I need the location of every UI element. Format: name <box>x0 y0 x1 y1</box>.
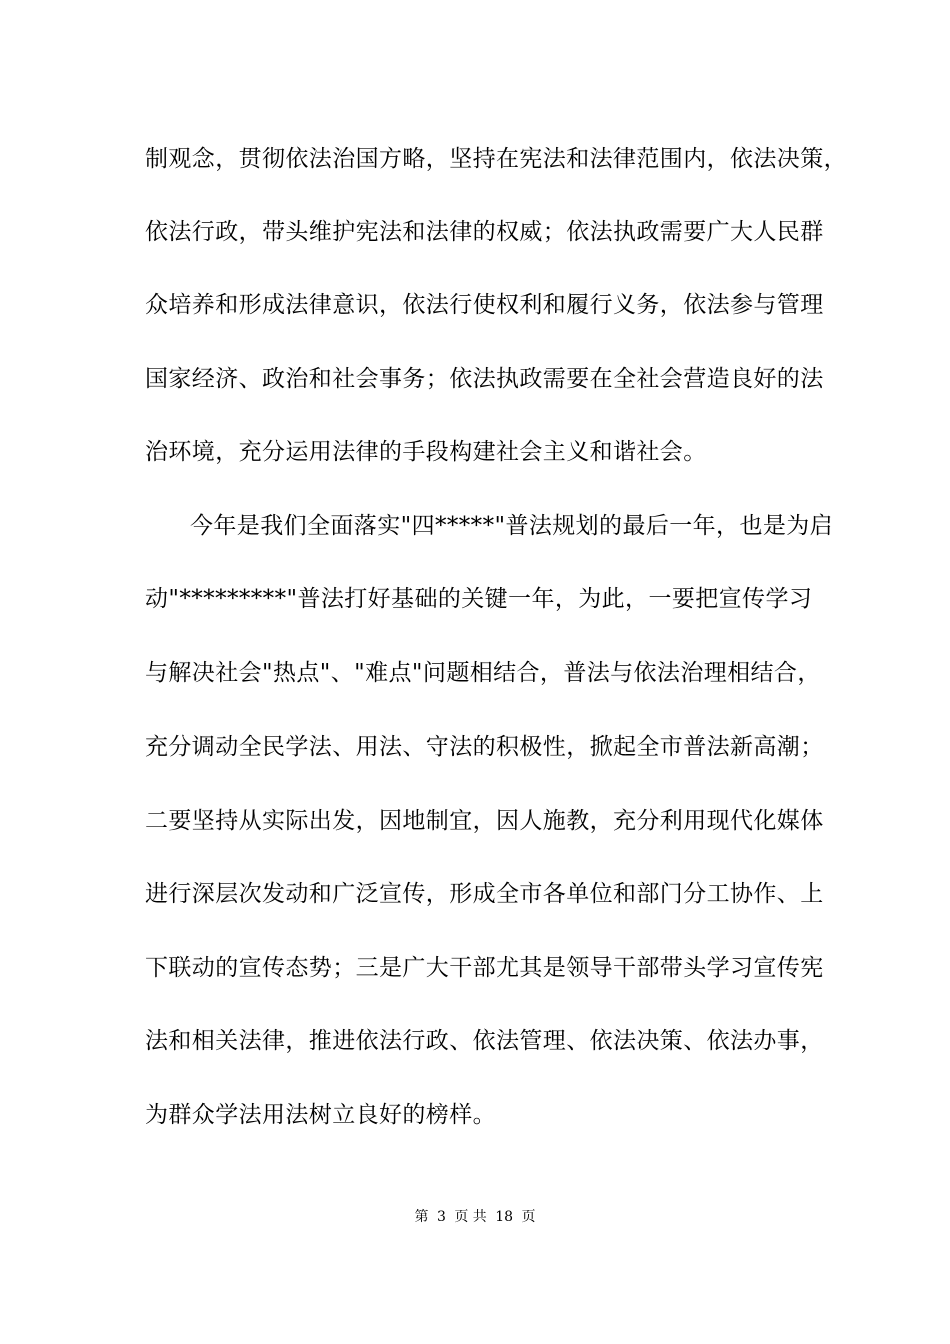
footer-suffix: 页 <box>521 1209 536 1225</box>
body-text-line: 动"*********"普法打好基础的关键一年，为此，一要把宣传学习 <box>145 586 813 612</box>
body-text-line: 二要坚持从实际出发，因地制宜，因人施教，充分利用现代化媒体 <box>145 808 824 834</box>
footer-middle: 页 共 <box>454 1209 487 1225</box>
body-text-line: 制观念，贯彻依法治国方略，坚持在宪法和法律范围内，依法决策， <box>145 146 847 172</box>
body-text-line: 下联动的宣传态势；三是广大干部尤其是领导干部带头学习宣传宪 <box>145 955 824 981</box>
body-text-line: 治环境，充分运用法律的手段构建社会主义和谐社会。 <box>145 439 707 465</box>
body-text-line: 为群众学法用法树立良好的榜样。 <box>145 1102 496 1128</box>
total-pages-number: 18 <box>495 1209 514 1225</box>
current-page-number: 3 <box>436 1209 446 1225</box>
body-text-line: 与解决社会"热点"、"难点"问题相结合，普法与依法治理相结合， <box>145 660 821 686</box>
page-number-footer <box>0 1208 950 1226</box>
paragraph-first-line: 今年是我们全面落实"四*****"普法规划的最后一年，也是为启 <box>190 513 834 539</box>
body-text-line: 众培养和形成法律意识，依法行使权利和履行义务，依法参与管理 <box>145 292 824 318</box>
body-text-line: 充分调动全民学法、用法、守法的积极性，掀起全市普法新高潮； <box>145 734 824 760</box>
body-text-line: 国家经济、政治和社会事务；依法执政需要在全社会营造良好的法 <box>145 366 824 392</box>
body-text-line: 进行深层次发动和广泛宣传，形成全市各单位和部门分工协作、上 <box>145 881 824 907</box>
body-text-line: 依法行政，带头维护宪法和法律的权威；依法执政需要广大人民群 <box>145 219 824 245</box>
body-text-line: 法和相关法律，推进依法行政、依法管理、依法决策、依法办事， <box>145 1028 824 1054</box>
footer-prefix: 第 <box>414 1209 429 1225</box>
